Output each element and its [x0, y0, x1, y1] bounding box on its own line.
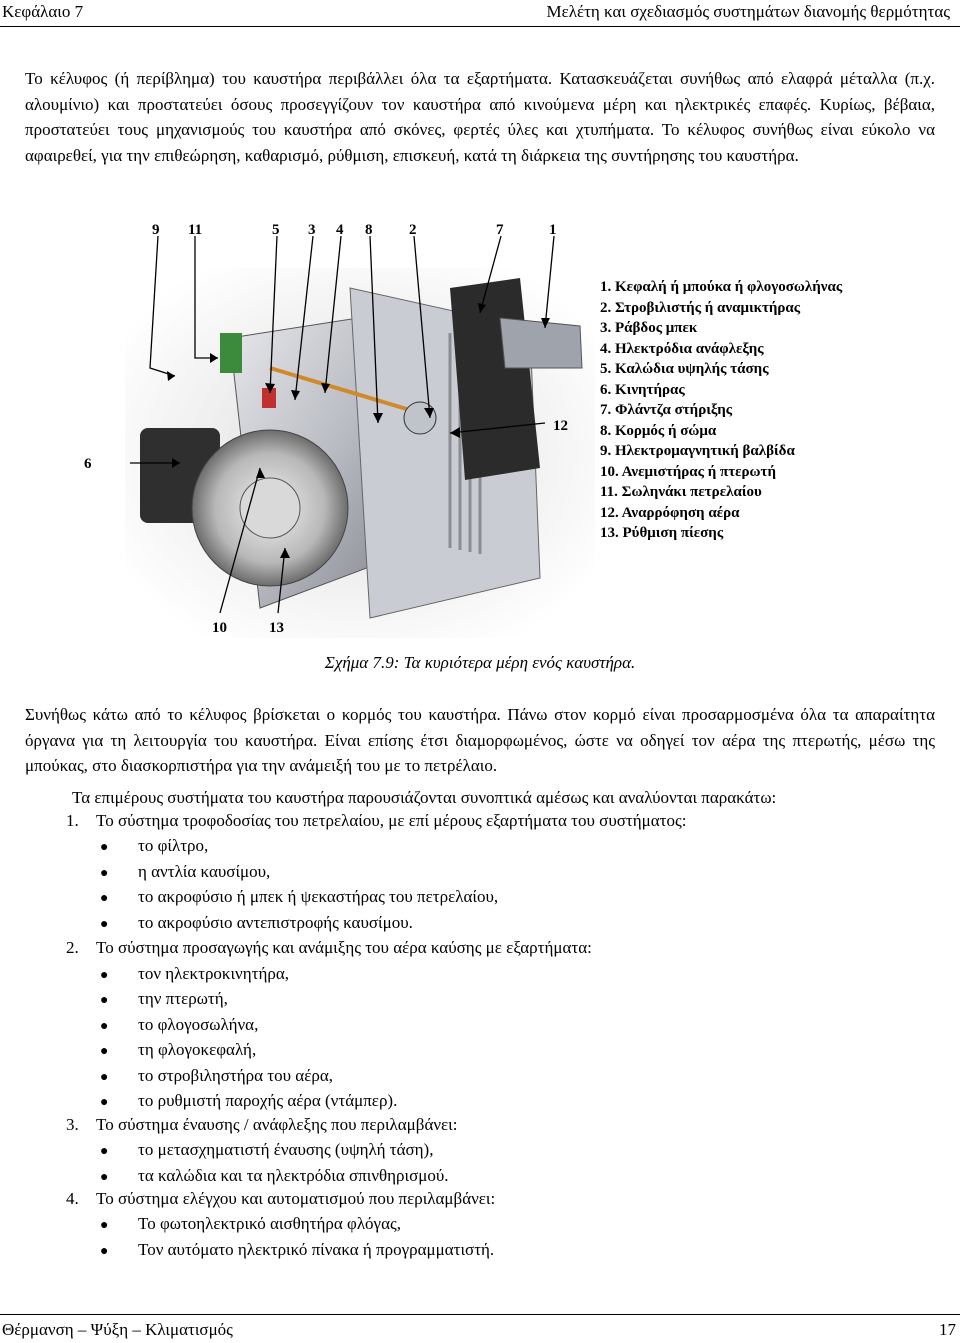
- swirler: [404, 402, 436, 434]
- solenoid-valve: [220, 333, 242, 373]
- legend-item: 3. Ράβδος μπεκ: [600, 320, 698, 336]
- bullet-icon: ●: [100, 968, 109, 983]
- bullet-icon: ●: [100, 1218, 109, 1233]
- bullet-icon: ●: [100, 891, 109, 906]
- bullet-icon: ●: [100, 1019, 109, 1034]
- callout-8: 8: [365, 222, 373, 238]
- figure-legend: [600, 279, 843, 541]
- burner-figure: [84, 218, 880, 638]
- caption-text: : Τα κυριότερα μέρη ενός καυστήρα.: [393, 653, 636, 672]
- list-item: ● το φίλτρο,: [100, 836, 209, 855]
- list-item: ● το στροβιληστήρα του αέρα,: [100, 1066, 333, 1085]
- list-item: ● το ρυθμιστή παροχής αέρα (ντάμπερ).: [100, 1091, 398, 1110]
- header-rule: [0, 26, 960, 27]
- callout-13: 13: [269, 620, 284, 636]
- callout-7: 7: [496, 222, 504, 238]
- callout-4: 4: [336, 222, 344, 238]
- subsystem-heading: 1. Το σύστημα τροφοδοσίας του πετρελαίου, με επί μέρους εξαρτήματα του συστήματος:: [66, 811, 687, 830]
- list-item: ● τη φλογοκεφαλή,: [100, 1040, 257, 1059]
- page-number: 17: [939, 1320, 956, 1339]
- footer-title: Θέρμανση – Ψύξη – Κλιματισμός: [2, 1320, 233, 1339]
- list-item: ● τον ηλεκτροκινητήρα,: [100, 964, 289, 983]
- callout-6: 6: [84, 456, 92, 472]
- legend-item: 8. Κορμός ή σώμα: [600, 423, 717, 439]
- legend-item: 11. Σωληνάκι πετρελαίου: [600, 484, 762, 500]
- subsystem-heading: 3. Το σύστημα έναυσης / ανάφλεξης που περιλαμβάνει:: [66, 1115, 458, 1134]
- legend-item: 12. Αναρρόφηση αέρα: [600, 505, 740, 521]
- list-item: ● το μετασχηματιστή έναυσης (υψηλή τάση),: [100, 1140, 434, 1159]
- figure-caption: [0, 653, 960, 673]
- legend-item: 4. Ηλεκτρόδια ανάφλεξης: [600, 341, 764, 357]
- legend-item: 9. Ηλεκτρομαγνητική βαλβίδα: [600, 443, 795, 459]
- legend-item: 5. Καλώδια υψηλής τάσης: [600, 361, 769, 377]
- bullet-icon: ●: [100, 1095, 109, 1110]
- bullet-icon: ●: [100, 993, 109, 1008]
- callout-2: 2: [409, 222, 417, 238]
- caption-label: Σχήμα 7.9: [324, 653, 394, 672]
- callout-10: 10: [212, 620, 227, 636]
- footer-rule: [0, 1314, 960, 1315]
- callout-11: 11: [188, 222, 203, 238]
- legend-item: 6. Κινητήρας: [600, 382, 685, 398]
- legend-item: 1. Κεφαλή ή μπούκα ή φλογοσωλήνας: [600, 279, 843, 295]
- subsystems-intro: Τα επιμέρους συστήματα του καυστήρα παρουσιάζονται συνοπτικά αμέσως και αναλύονται παρακάτω:: [72, 788, 777, 807]
- bullet-icon: ●: [100, 1170, 109, 1185]
- bullet-icon: ●: [100, 1144, 109, 1159]
- header-chapter: Κεφάλαιο 7: [2, 2, 84, 21]
- list-item: ● τα καλώδια και τα ηλεκτρόδια σπινθηρισμού.: [100, 1166, 449, 1185]
- list-item: ● το ακροφύσιο αντεπιστροφής καυσίμου.: [100, 913, 413, 932]
- legend-item: 13. Ρύθμιση πίεσης: [600, 525, 724, 541]
- callout-1: 1: [549, 222, 557, 238]
- list-item: ● η αντλία καυσίμου,: [100, 862, 271, 881]
- list-item: ● το φλογοσωλήνα,: [100, 1015, 259, 1034]
- list-item: ● το ακροφύσιο ή μπεκ ή ψεκαστήρας του πετρελαίου,: [100, 887, 499, 906]
- intro-paragraph: Το κέλυφος (ή περίβλημα) του καυστήρα περιβάλλει όλα τα εξαρτήματα. Κατασκευάζεται συνήθως από ελαφρά μέταλλα (π.χ. αλουμίνιο) και προστατεύει όσους προσεγγίζουν τον καυστήρα από κινούμενα μέρη και ηλεκτρικές επαφές. Κυρίως, βέβαια, προστατεύει τους μηχανισμούς του καυστήρα από σκόνες, φερτές ύλες και χτυπήματα. Το κέλυφος συνήθως είναι εύκολο να αφαιρεθεί, για την επιθεώρηση, καθαρισμό, ρύθμιση, επισκευή, κατά τη διάρκεια της συντήρησης του καυστήρα.: [25, 69, 935, 165]
- subsystem-heading: 4. Το σύστημα ελέγχου και αυτοματισμού που περιλαμβάνει:: [66, 1189, 496, 1208]
- callout-3: 3: [308, 222, 316, 238]
- legend-item: 10. Ανεμιστήρας ή πτερωτή: [600, 464, 776, 480]
- body-paragraph: Συνήθως κάτω από το κέλυφος βρίσκεται ο κορμός του καυστήρα. Πάνω στον κορμό είναι προσαρμοσμένα όλα τα απαραίτητα όργανα για τη λειτουργία του καυστήρα. Είναι επίσης έτσι διαμορφωμένος, ώστε να οδηγεί τον αέρα της πτερωτής, μέσω της μπούκας, στο διασκορπιστήρα για την ανάμειξή του με το πετρέλαιο.: [25, 705, 935, 775]
- list-item: ● Το φωτοηλεκτρικό αισθητήρα φλόγας,: [100, 1214, 401, 1233]
- subsystem-heading: 2. Το σύστημα προσαγωγής και ανάμιξης του αέρα καύσης με εξαρτήματα:: [66, 938, 592, 957]
- bullet-icon: ●: [100, 840, 109, 855]
- burner-illustration: [84, 218, 880, 638]
- burner-head: [500, 318, 582, 368]
- callout-9: 9: [152, 222, 160, 238]
- bullet-icon: ●: [100, 917, 109, 932]
- legend-item: 2. Στροβιλιστής ή αναμικτήρας: [600, 300, 801, 316]
- bullet-icon: ●: [100, 1044, 109, 1059]
- callout-12: 12: [553, 418, 568, 434]
- bullet-icon: ●: [100, 1244, 109, 1259]
- legend-item: 7. Φλάντζα στήριξης: [600, 402, 733, 418]
- list-item: ● την πτερωτή,: [100, 989, 228, 1008]
- bullet-icon: ●: [100, 866, 109, 881]
- header-title: Μελέτη και σχεδιασμός συστημάτων διανομής θερμότητας: [546, 2, 950, 21]
- callout-5: 5: [272, 222, 280, 238]
- list-item: ● Τον αυτόματο ηλεκτρικό πίνακα ή προγραμματιστή.: [100, 1240, 495, 1259]
- bullet-icon: ●: [100, 1070, 109, 1085]
